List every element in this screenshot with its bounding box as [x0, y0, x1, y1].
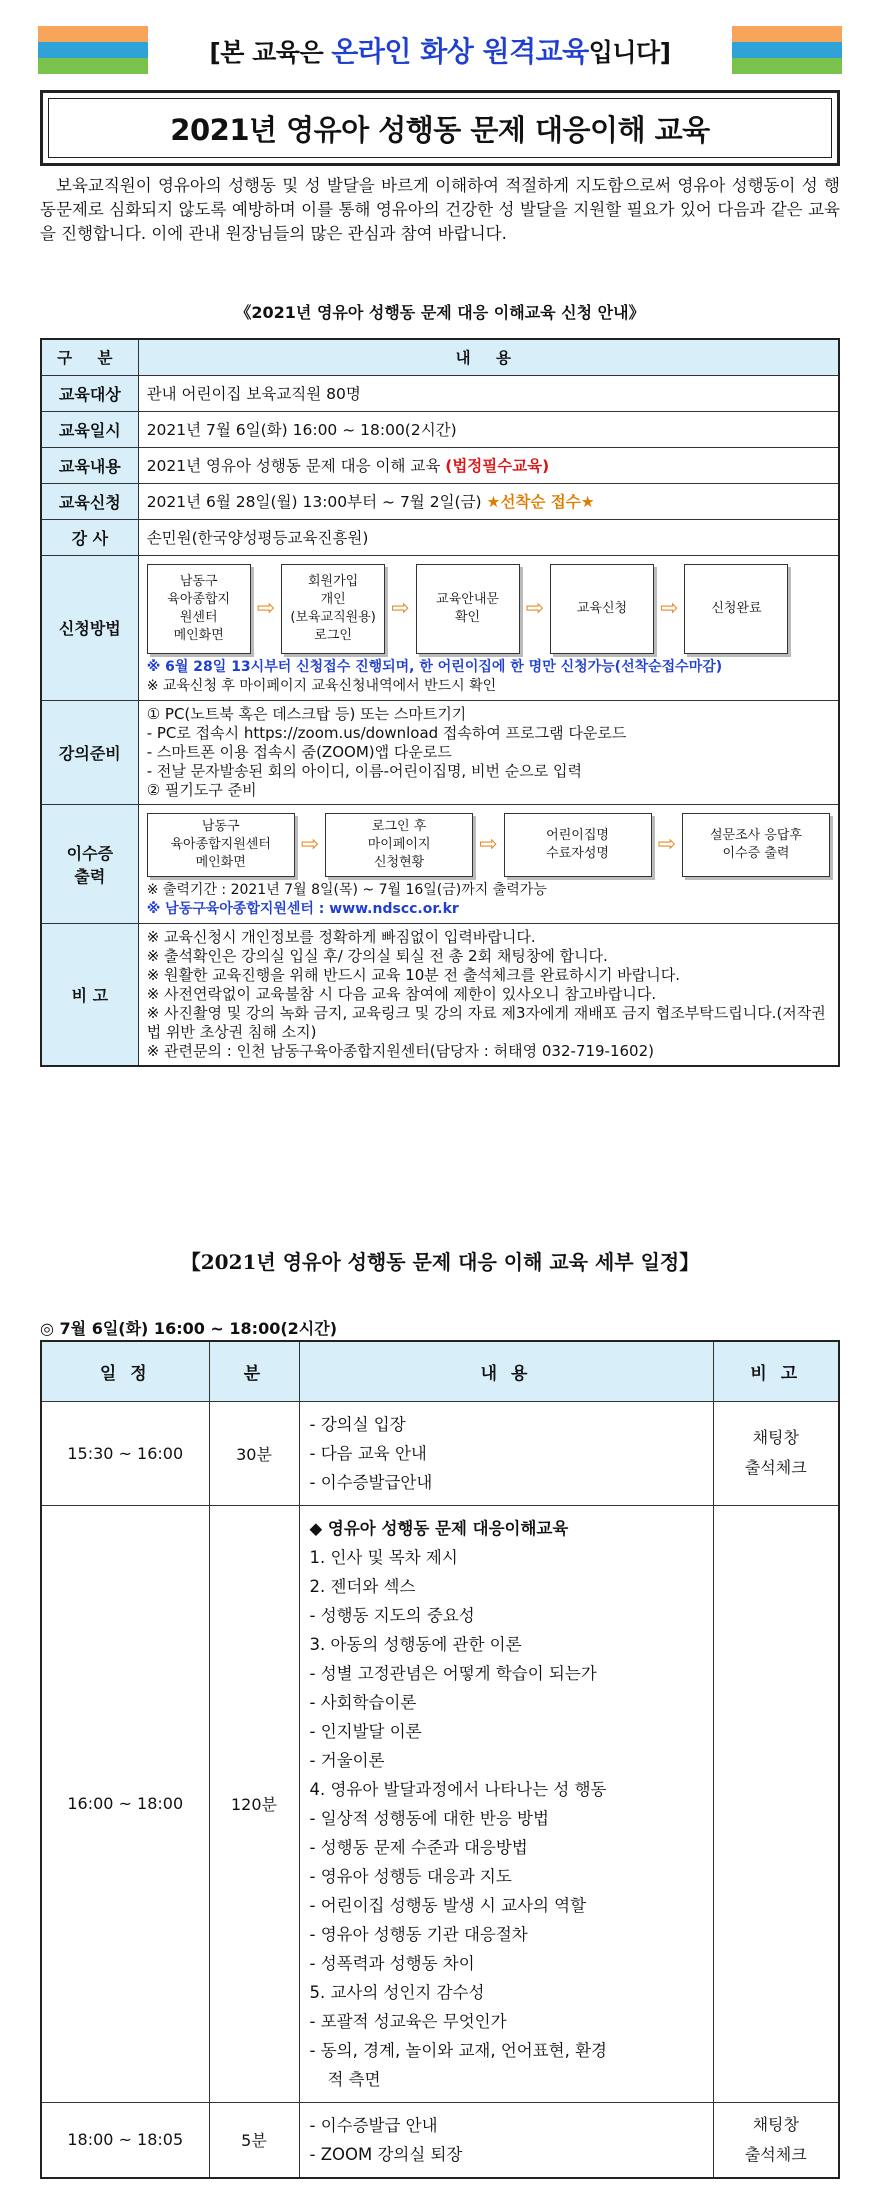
row-prep: [41, 700, 839, 804]
content-item: - ZOOM 강의실 퇴장: [309, 2144, 463, 2164]
mandatory-badge: (법정필수교육): [445, 457, 550, 475]
label-target: 교육대상: [41, 375, 138, 411]
content-item: 3. 아동의 성행동에 관한 이론: [309, 1634, 522, 1654]
value-cert: [138, 804, 839, 923]
row-content: [299, 1401, 713, 1505]
content-item: - 어린이집 성행동 발생 시 교사의 역할: [309, 1895, 587, 1915]
arrow-right-icon: ⇨: [391, 596, 410, 621]
label-method: 신청방법: [41, 555, 138, 700]
content-item: - 강의실 입장: [309, 1414, 406, 1434]
apply-step-5: 신청완료: [684, 564, 788, 654]
schedule-table: [40, 1340, 840, 2179]
row-time: 15:30 ~ 16:00: [41, 1401, 209, 1505]
content-item: - 성별 고정관념은 어떻게 학습이 되는가: [309, 1663, 597, 1683]
content-item: - 사회학습이론: [309, 1692, 417, 1712]
content-item: 2. 젠더와 섹스: [309, 1576, 416, 1596]
cert-step-1: 남동구 육아종합지원센터 메인화면: [147, 813, 295, 877]
value-content: 2021년 영유아 성행동 문제 대응 이해 교육 (법정필수교육): [138, 447, 839, 483]
first-come-badge: ★선착순 접수★: [486, 493, 595, 511]
row-content: [299, 1505, 713, 2102]
row-remarks: [713, 1505, 839, 2102]
arrow-right-icon: ⇨: [479, 832, 498, 857]
arrow-right-icon: ⇨: [256, 596, 276, 621]
schedule-title: 【2021년 영유아 성행동 문제 대응 이해 교육 세부 일정】: [180, 1250, 700, 1274]
schedule-header-row: [41, 1341, 839, 1401]
header-content: 내 용: [138, 339, 839, 375]
row-minutes: 120분: [209, 1505, 299, 2102]
value-apply: 2021년 6월 28일(월) 13:00부터 ~ 7월 2일(금) ★선착순 접수★: [138, 483, 839, 519]
value-lecturer: 손민원(한국양성평등교육진흥원): [138, 519, 839, 555]
value-target: 관내 어린이집 보육교직원 80명: [138, 375, 839, 411]
apply-step-4: 교육신청: [550, 564, 654, 654]
arrow-right-icon: ⇨: [660, 596, 679, 621]
decorative-stripe-left: [38, 26, 148, 74]
info-section-title: 《2021년 영유아 성행동 문제 대응 이해교육 신청 안내》: [235, 303, 645, 322]
apply-step-1: 남동구 육아종합지 원센터 메인화면: [147, 564, 251, 654]
content-item: - 포괄적 성교육은 무엇인가: [309, 2011, 507, 2031]
row-lecturer: [41, 519, 839, 555]
schedule-row-1: [41, 1401, 839, 1505]
label-cert: 이수증 출력: [41, 804, 138, 923]
prep-line: ① PC(노트북 혹은 데스크탑 등) 또는 스마트기기: [146, 704, 467, 723]
row-apply: [41, 483, 839, 519]
content-item: - 성행동 문제 수준과 대응방법: [309, 1837, 528, 1857]
value-remarks: [138, 923, 839, 1066]
prep-line: ② 필기도구 준비: [146, 780, 257, 799]
method-note-deadline: ※ 6월 28일 13시부터 신청접수 진행되며, 한 어린이집에 한 명만 신청가능(선착순접수마감): [146, 658, 723, 675]
page-title: 2021년 영유아 성행동 문제 대응이해 교육: [48, 98, 832, 158]
decorative-stripe-right: [732, 26, 842, 74]
header-category: 구 분: [41, 339, 138, 375]
row-time: 18:00 ~ 18:05: [41, 2102, 209, 2178]
header-content: 내 용: [299, 1341, 713, 1401]
content-item: - 영유아 성행등 대응과 지도: [309, 1866, 512, 1886]
remark-line: ※ 출석확인은 강의실 입실 후/ 강의실 퇴실 전 총 2회 채팅창에 합니다.: [146, 946, 608, 965]
cert-flow: [147, 809, 830, 881]
apply-flow: [147, 560, 830, 658]
label-remarks: 비 고: [41, 923, 138, 1066]
arrow-right-icon: ⇨: [657, 832, 676, 857]
row-date: [41, 411, 839, 447]
header-minutes: 분: [209, 1341, 299, 1401]
schedule-date: ◎ 7월 6일(화) 16:00 ~ 18:00(2시간): [40, 1319, 338, 1338]
method-note-confirm: ※ 교육신청 후 마이페이지 교육신청내역에서 반드시 확인: [146, 677, 497, 694]
content-item: - 인지발달 이론: [309, 1721, 422, 1741]
prep-line: - 전날 문자발송된 회의 아이디, 이름-어린이집명, 비번 순으로 입력: [146, 761, 582, 780]
content-item: - 성행동 지도의 중요성: [309, 1605, 475, 1625]
label-content: 교육내용: [41, 447, 138, 483]
remark-line-contact: ※ 관련문의 : 인천 남동구육아종합지원센터(담당자 : 허태영 032-719-1602): [146, 1041, 654, 1060]
top-banner: [0, 18, 880, 78]
row-minutes: 5분: [209, 2102, 299, 2178]
label-date: 교육일시: [41, 411, 138, 447]
header-time: 일 정: [41, 1341, 209, 1401]
remark-line: ※ 교육신청시 개인정보를 정확하게 빠짐없이 입력바랍니다.: [146, 927, 536, 946]
row-content: [41, 447, 839, 483]
label-apply: 교육신청: [41, 483, 138, 519]
schedule-row-3: [41, 2102, 839, 2178]
row-cert: [41, 804, 839, 923]
row-minutes: 30분: [209, 1401, 299, 1505]
content-item: - 다음 교육 안내: [309, 1443, 427, 1463]
header-remarks: 비 고: [713, 1341, 839, 1401]
remark-line: ※ 사진촬영 및 강의 녹화 금지, 교육링크 및 강의 자료 제3자에게 재배포 금지 협조부탁드립니다.(저작권법 위반 초상권 침해 소지): [146, 1003, 826, 1041]
value-prep: [138, 700, 839, 804]
row-target: [41, 375, 839, 411]
title-box: [40, 90, 840, 166]
remark-line: ※ 사전연락없이 교육불참 시 다음 교육 참여에 제한이 있사오니 참고바랍니다.: [146, 984, 657, 1003]
content-item: - 이수증발급안내: [309, 1472, 433, 1492]
row-method: [41, 555, 839, 700]
cert-note-period: ※ 출력기간 : 2021년 7월 8일(목) ~ 7월 16일(금)까지 출력가능: [146, 881, 547, 898]
content-item: 5. 교사의 성인지 감수성: [309, 1982, 485, 2002]
label-lecturer: 강 사: [41, 519, 138, 555]
remark-line: ※ 원활한 교육진행을 위해 반드시 교육 10분 전 출석체크를 완료하시기 바랍니다.: [146, 965, 680, 984]
cert-step-4: 설문조사 응답후 이수증 출력: [682, 813, 830, 877]
cert-step-3: 어린이집명 수료자성명: [504, 813, 652, 877]
content-item: - 동의, 경계, 놀이와 교재, 언어표현, 환경: [309, 2040, 607, 2060]
row-content: [299, 2102, 713, 2178]
row-remarks: 채팅창 출석체크: [713, 2102, 839, 2178]
arrow-right-icon: ⇨: [525, 596, 544, 621]
label-prep: 강의준비: [41, 700, 138, 804]
value-method: [138, 555, 839, 700]
prep-line-zoom-link: - PC로 접속시 https://zoom.us/download 접속하여 프로그램 다운로드: [146, 723, 627, 742]
info-header-row: [41, 339, 839, 375]
prep-line: - 스마트폰 이용 접속시 줌(ZOOM)앱 다운로드: [146, 742, 452, 761]
apply-step-3: 교육안내문 확인: [416, 564, 520, 654]
content-item: - 거울이론: [309, 1750, 385, 1770]
info-table: [40, 338, 840, 1067]
arrow-right-icon: ⇨: [300, 832, 320, 857]
cert-note-site: ※ 남동구육아종합지원센터 : www.ndscc.or.kr: [146, 900, 459, 917]
intro-paragraph: 보육교직원이 영유아의 성행동 및 성 발달을 바르게 이해하여 적절하게 지도함으로써 영유아 성행동이 성 행동문제로 심화되지 않도록 예방하며 이를 통해 영유아의 건강한 성 발달을 지원할 필요가 있어 다음과 같은 교육을 진행합니다. 이에 관내 원장님들의 많은 관심과 참여 바랍니다.: [40, 176, 840, 243]
content-item: - 일상적 성행동에 대한 반응 방법: [309, 1808, 549, 1828]
content-item: 적 측면: [327, 2069, 381, 2089]
row-remarks: [41, 923, 839, 1066]
banner-text: [본 교육은 온라인 화상 원격교육입니다]: [209, 35, 671, 68]
content-item: 1. 인사 및 목차 제시: [309, 1547, 458, 1567]
content-item: - 이수증발급 안내: [309, 2115, 438, 2135]
cert-step-2: 로그인 후 마이페이지 신청현황: [325, 813, 473, 877]
schedule-row-2: [41, 1505, 839, 2102]
content-item: 4. 영유아 발달과정에서 나타나는 성 행동: [309, 1779, 607, 1799]
content-item: - 영유아 성행동 기관 대응절차: [309, 1924, 528, 1944]
content-heading: ◆ 영유아 성행동 문제 대응이해교육: [309, 1518, 569, 1538]
content-item: - 성폭력과 성행동 차이: [309, 1953, 475, 1973]
apply-step-2: 회원가입 개인 (보육교직원용) 로그인: [281, 564, 385, 654]
row-remarks: 채팅창 출석체크: [713, 1401, 839, 1505]
row-time: 16:00 ~ 18:00: [41, 1505, 209, 2102]
value-date: 2021년 7월 6일(화) 16:00 ~ 18:00(2시간): [138, 411, 839, 447]
